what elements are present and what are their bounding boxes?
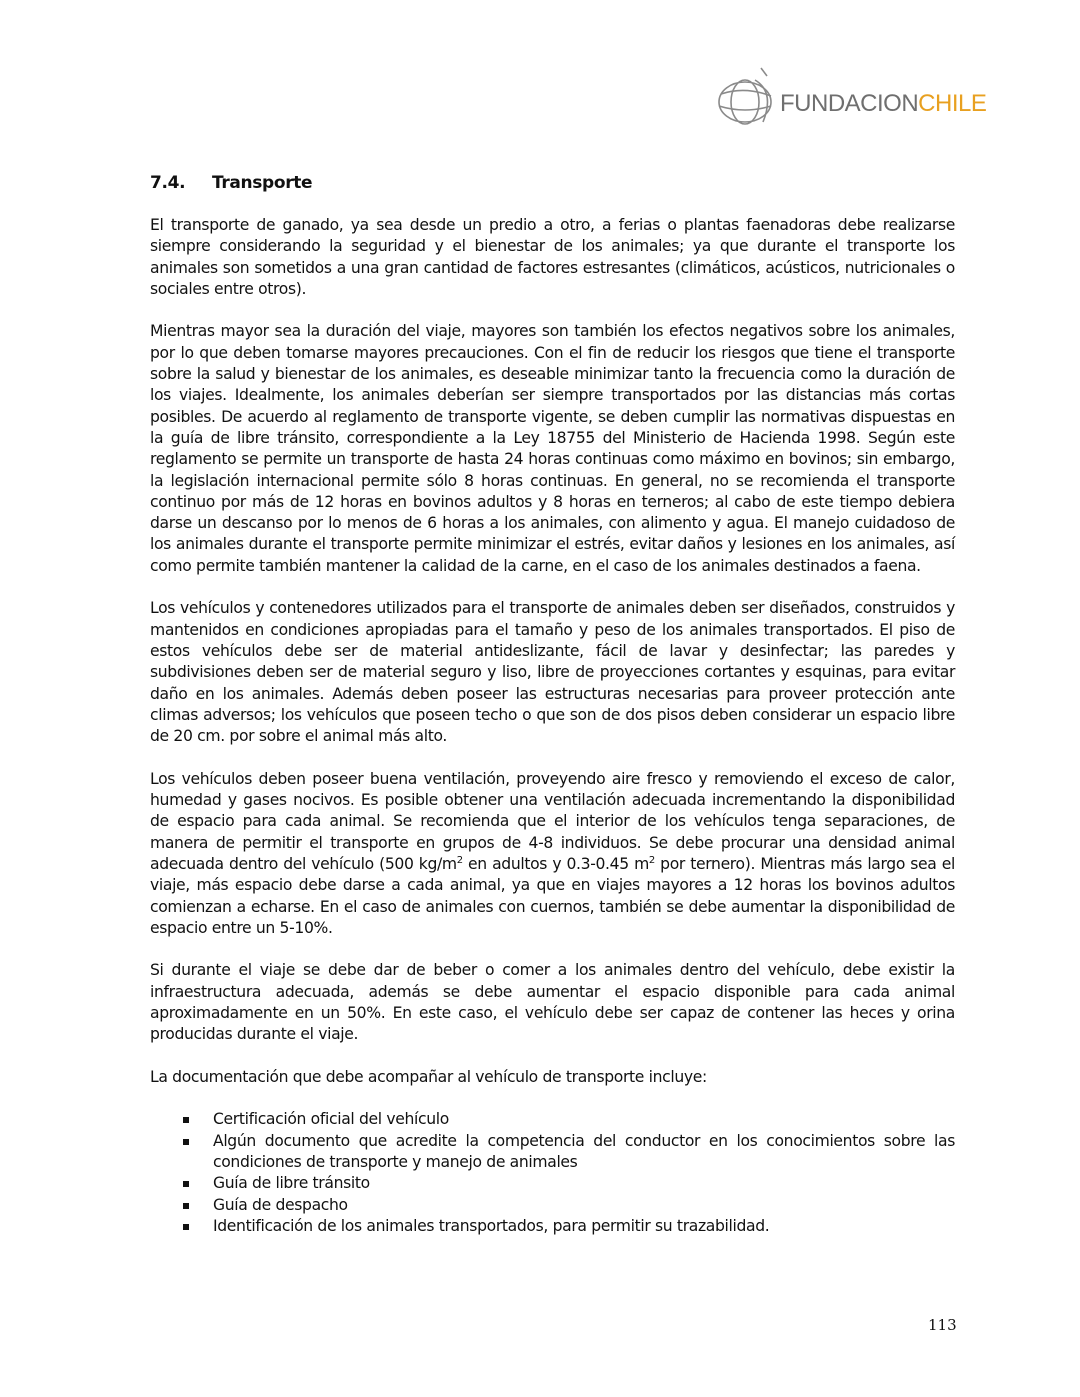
list-item bbox=[150, 1173, 955, 1194]
ventilation-text-3: por ternero). Mientras más largo sea el viaje, más espacio debe darse a cada animal, ya que en viajes mayores a 12 horas los bovinos adultos comienzan a echarse. En el caso de animales con cuernos, también se debe aumentar la disponibilidad de espacio entre un 5-10%. bbox=[150, 854, 955, 937]
logo-text bbox=[780, 90, 986, 118]
bullet-square-icon bbox=[183, 1181, 189, 1187]
list-item-text: Certificación oficial del vehículo bbox=[213, 1110, 449, 1129]
bullet-square-icon bbox=[183, 1224, 189, 1230]
page-number: 113 bbox=[928, 1316, 957, 1334]
documentation-list bbox=[150, 1109, 955, 1237]
superscript: 2 bbox=[456, 854, 463, 866]
bullet-square-icon bbox=[183, 1139, 189, 1145]
section-number: 7.4. bbox=[150, 173, 186, 193]
list-item bbox=[150, 1216, 955, 1237]
paragraph-intro: El transporte de ganado, ya sea desde un predio a otro, a ferias o plantas faenadoras debe realizarse siempre considerando la seguridad y el bienestar de los animales; ya que durante el transporte los animales son sometidos a una gran cantidad de factores estresantes (climáticos, acústicos, nutricionales o sociales entre otros). bbox=[150, 216, 955, 298]
superscript: 2 bbox=[648, 854, 655, 866]
globe-icon bbox=[715, 62, 785, 128]
paragraph-duration: Mientras mayor sea la duración del viaje, mayores son también los efectos negativos sobre los animales, por lo que deben tomarse mayores precauciones. Con el fin de reducir los riesgos que tiene el transporte sobre la salud y bienestar de los animales, es deseable minimizar tanto la frecuencia como la duración de los viajes. Idealmente, los animales deberían ser siempre transportados por las distancias más cortas posibles. De acuerdo al reglamento de transporte vigente, se deben cumplir las normativas dispuestas en la guía de libre tránsito, correspondiente a la Ley 18755 del Ministerio de Hacienda 1998. Según este reglamento se permite un transporte de hasta 24 horas continuas como máximo en bovinos; sin embargo, la legislación internacional permite sólo 8 horas continuas. En general, no se recomienda el transporte continuo por más de 12 horas en bovinos adultos y 8 horas en terneros; al cabo de este tiempo debiera darse un descanso por lo menos de 6 horas a los animales, con alimento y agua. El manejo cuidadoso de los animales durante el transporte permite minimizar el estrés, evitar daños y lesiones en los animales, así como permite también mantener la calidad de la carne, en el caso de los animales destinados a faena. bbox=[150, 322, 955, 575]
paragraph-vehicles: Los vehículos y contenedores utilizados para el transporte de animales deben ser diseñados, construidos y mantenidos en condiciones apropiadas para el tamaño y peso de los animales transportados. El piso de estos vehículos debe ser de material antideslizante, fácil de lavar y desinfectar; las paredes y subdivisiones deben ser de material seguro y liso, libre de proyecciones cortantes y esquinas, para evitar daño en los animales. Además deben poseer las estructuras necesarias para proveer protección ante climas adversos; los vehículos que poseen techo o que son de dos pisos deben considerar un espacio libre de 20 cm. por sobre el animal más alto. bbox=[150, 599, 955, 746]
list-item bbox=[150, 1109, 955, 1130]
section-heading bbox=[150, 170, 955, 196]
paragraph-ventilation bbox=[150, 769, 955, 939]
list-item bbox=[150, 1195, 955, 1216]
paragraph-documentation: La documentación que debe acompañar al vehículo de transporte incluye: bbox=[150, 1067, 707, 1086]
paragraph-water: Si durante el viaje se debe dar de beber o comer a los animales dentro del vehículo, debe existir la infraestructura adecuada, además se debe aumentar el espacio disponible para cada animal aproximadamente en un 50%. En este caso, el vehículo debe ser capaz de contener las heces y orina producidas durante el viaje. bbox=[150, 961, 955, 1044]
logo-text-chile: CHILE bbox=[918, 90, 987, 117]
bullet-square-icon bbox=[183, 1203, 189, 1209]
list-item bbox=[150, 1131, 955, 1174]
ventilation-text-2: en adultos y 0.3-0.45 m bbox=[462, 854, 649, 873]
section-title: Transporte bbox=[212, 173, 313, 193]
ventilation-text-1: Los vehículos deben poseer buena ventilación, proveyendo aire fresco y removiendo el exceso de calor, humedad y gases nocivos. Es posible obtener una ventilación adecuada incrementando la disponibilidad de espacio para cada animal. Se recomienda que el interior de los vehículos tenga separaciones, de manera de permitir el transporte en grupos de 4-8 individuos. Se debe procurar una densidad animal adecuada dentro del vehículo (500 kg/m bbox=[150, 769, 955, 873]
list-item-text: Algún documento que acredite la competencia del conductor en los conocimientos sobre las condiciones de transporte y manejo de animales bbox=[213, 1131, 955, 1172]
list-item-text: Identificación de los animales transportados, para permitir su trazabilidad. bbox=[213, 1216, 770, 1235]
logo-text-fundacion: FUNDACION bbox=[780, 90, 919, 117]
document-body bbox=[150, 170, 955, 1237]
list-item-text: Guía de despacho bbox=[213, 1195, 348, 1214]
fundacion-chile-logo bbox=[715, 62, 987, 128]
bullet-square-icon bbox=[183, 1117, 189, 1123]
list-item-text: Guía de libre tránsito bbox=[213, 1174, 370, 1193]
